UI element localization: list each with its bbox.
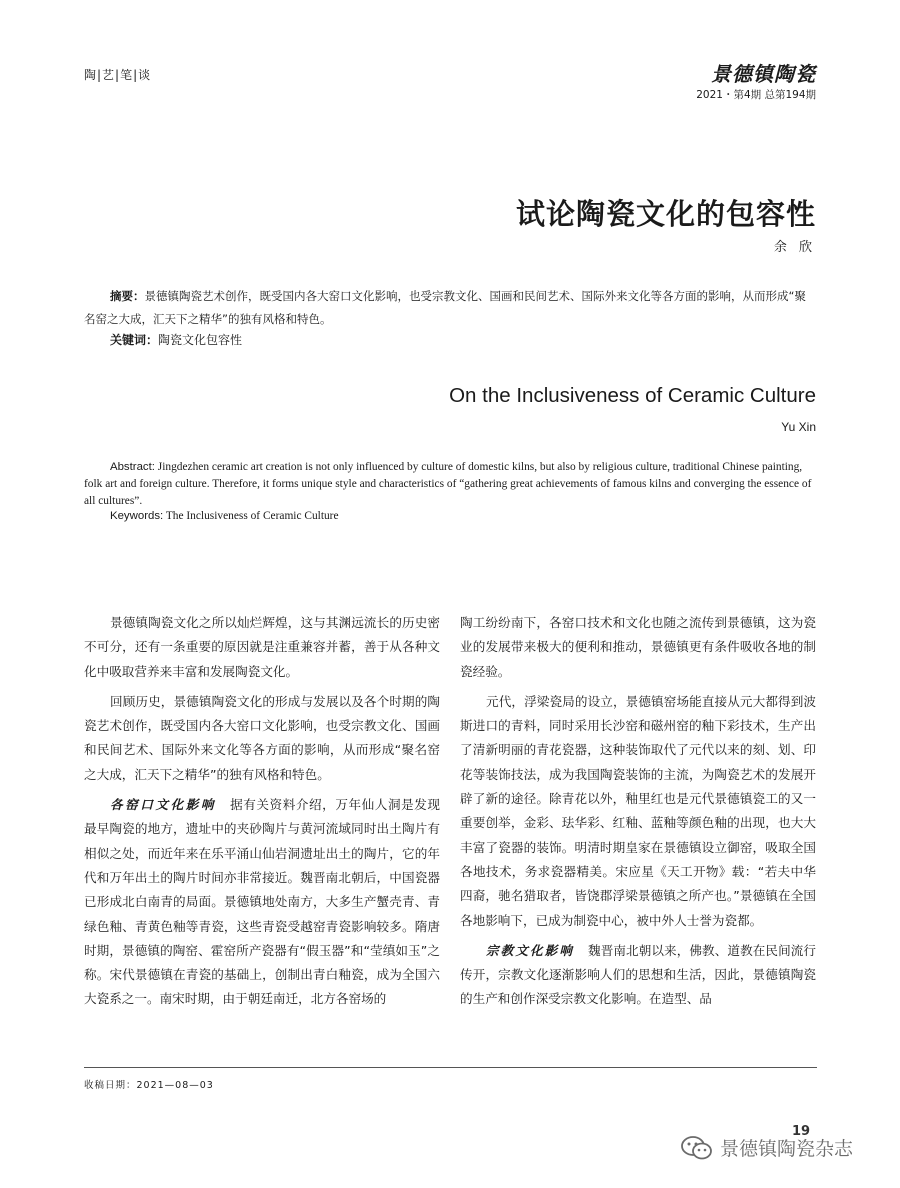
keywords-en-text: The Inclusiveness of Ceramic Culture [163, 510, 339, 522]
magazine-title: 景德镇陶瓷 [711, 62, 816, 86]
paragraph: 回顾历史，景德镇陶瓷文化的形成与发展以及各个时期的陶瓷艺术创作，既受国内各大窑口文化影响，也受宗教文化、国画和民间艺术、国际外来文化等各方面的影响，从而形成“聚名窑之大成，汇天下之精华”的独有风格和特色。 [84, 693, 440, 782]
abstract-en [84, 459, 817, 510]
paragraph-text: 据有关资料介绍，万年仙人洞是发现最早陶瓷的地方，遗址中的夹砂陶片与黄河流域同时出土陶片有相似之处，而近年来在乐平涌山仙岩洞遗址出土的陶片，它的年代和万年出土的陶片时间亦非常接近。魏晋南北朝后，中国瓷器已形成北白南青的局面。景德镇地处南方，大多生产蟹壳青、青绿色釉、青黄色釉等青瓷，这些青瓷受越窑青瓷影响较多。隋唐时期，景德镇的陶窑、霍窑所产瓷器有“假玉器”和“莹缜如玉”之称。宋代景德镇在青瓷的基础上，创制出青白釉瓷，成为全国六大瓷系之一。南宋时期，由于朝廷南迁，北方各窑场的 [84, 797, 441, 1007]
section-label: 陶|艺|笔|谈 [84, 68, 152, 82]
english-title: On the Inclusiveness of Ceramic Culture [449, 384, 816, 407]
page-number: 19 [792, 1124, 811, 1139]
keywords-en-label: Keywords: [110, 510, 164, 522]
body-column-left [84, 611, 440, 1018]
section-heading: 各窑口文化影响 [110, 797, 217, 813]
abstract-en-text: Jingdezhen ceramic art creation is not only influenced by culture of domestic kilns, but also by religious culture, traditional Chinese painting, folk art and foreign culture. Therefore, it forms unique style and characteristics of “gathering great achievements of famous kilns and converging the essence of all cultures”. [84, 461, 812, 507]
abstract-cn [84, 285, 817, 331]
article-title: 试论陶瓷文化的包容性 [515, 197, 816, 231]
english-author: Yu Xin [781, 420, 816, 434]
paragraph: 景德镇陶瓷文化之所以灿烂辉煌，这与其渊远流长的历史密不可分，还有一条重要的原因就是注重兼容并蓄，善于从各种文化中吸取营养来丰富和发展陶瓷文化。 [84, 615, 440, 679]
watermark-text: 景德镇陶瓷杂志 [720, 1138, 854, 1160]
paragraph [84, 793, 440, 1012]
abstract-label: 摘要： [110, 289, 145, 303]
received-date: 收稿日期：2021—08—03 [84, 1080, 214, 1091]
abstract-text: 景德镇陶瓷艺术创作，既受国内各大窑口文化影响，也受宗教文化、国画和民间艺术、国际外来文化等各方面的影响，从而形成“聚名窑之大成，汇天下之精华”的独有风格和特色。 [84, 289, 806, 326]
paragraph: 元代，浮梁瓷局的设立，景德镇窑场能直接从元大都得到波斯进口的青料，同时采用长沙窑和磁州窑的釉下彩技术，生产出了清新明丽的青花瓷器，这种装饰取代了元代以来的刻、划、印花等装饰技法，成为我国陶瓷装饰的主流，为陶瓷艺术的发展开辟了新的途径。除青花以外，釉里红也是元代景德镇瓷工的又一重要创举，金彩、珐华彩、红釉、蓝釉等颜色釉的出现，也大大丰富了瓷器的装饰。明清时期皇家在景德镇设立御窑，吸取全国各地技术，务求瓷器精美。宋应星《天工开物》载：“若夫中华四裔，驰名猎取者，皆饶郡浮梁景德镇之所产也。”景德镇在全国各地影响下，已成为制瓷中心，被中外人士誉为瓷都。 [460, 693, 816, 928]
keywords-text: 陶瓷文化包容性 [158, 333, 243, 347]
wechat-icon [680, 1135, 714, 1161]
issue-info: 2021・第4期 总第194期 [696, 89, 816, 101]
paragraph-text: 魏晋南北朝以来，佛教、道教在民间流行传开，宗教文化逐渐影响人们的思想和生活，因此，景德镇陶瓷的生产和创作深受宗教文化影响。在造型、品 [460, 942, 817, 1007]
keywords-en [110, 510, 339, 522]
abstract-en-label: Abstract: [110, 461, 155, 473]
keywords-cn [110, 331, 242, 348]
article-author: 余 欣 [773, 240, 816, 255]
watermark [680, 1134, 853, 1161]
section-heading: 宗教文化影响 [486, 942, 575, 958]
keywords-label: 关键词： [110, 333, 159, 347]
body-column-right [460, 611, 816, 1018]
paragraph [460, 939, 816, 1012]
footer-divider [84, 1067, 817, 1068]
paragraph: 陶工纷纷南下，各窑口技术和文化也随之流传到景德镇，这为瓷业的发展带来极大的便利和推动，景德镇更有条件吸收各地的制瓷经验。 [460, 615, 816, 679]
